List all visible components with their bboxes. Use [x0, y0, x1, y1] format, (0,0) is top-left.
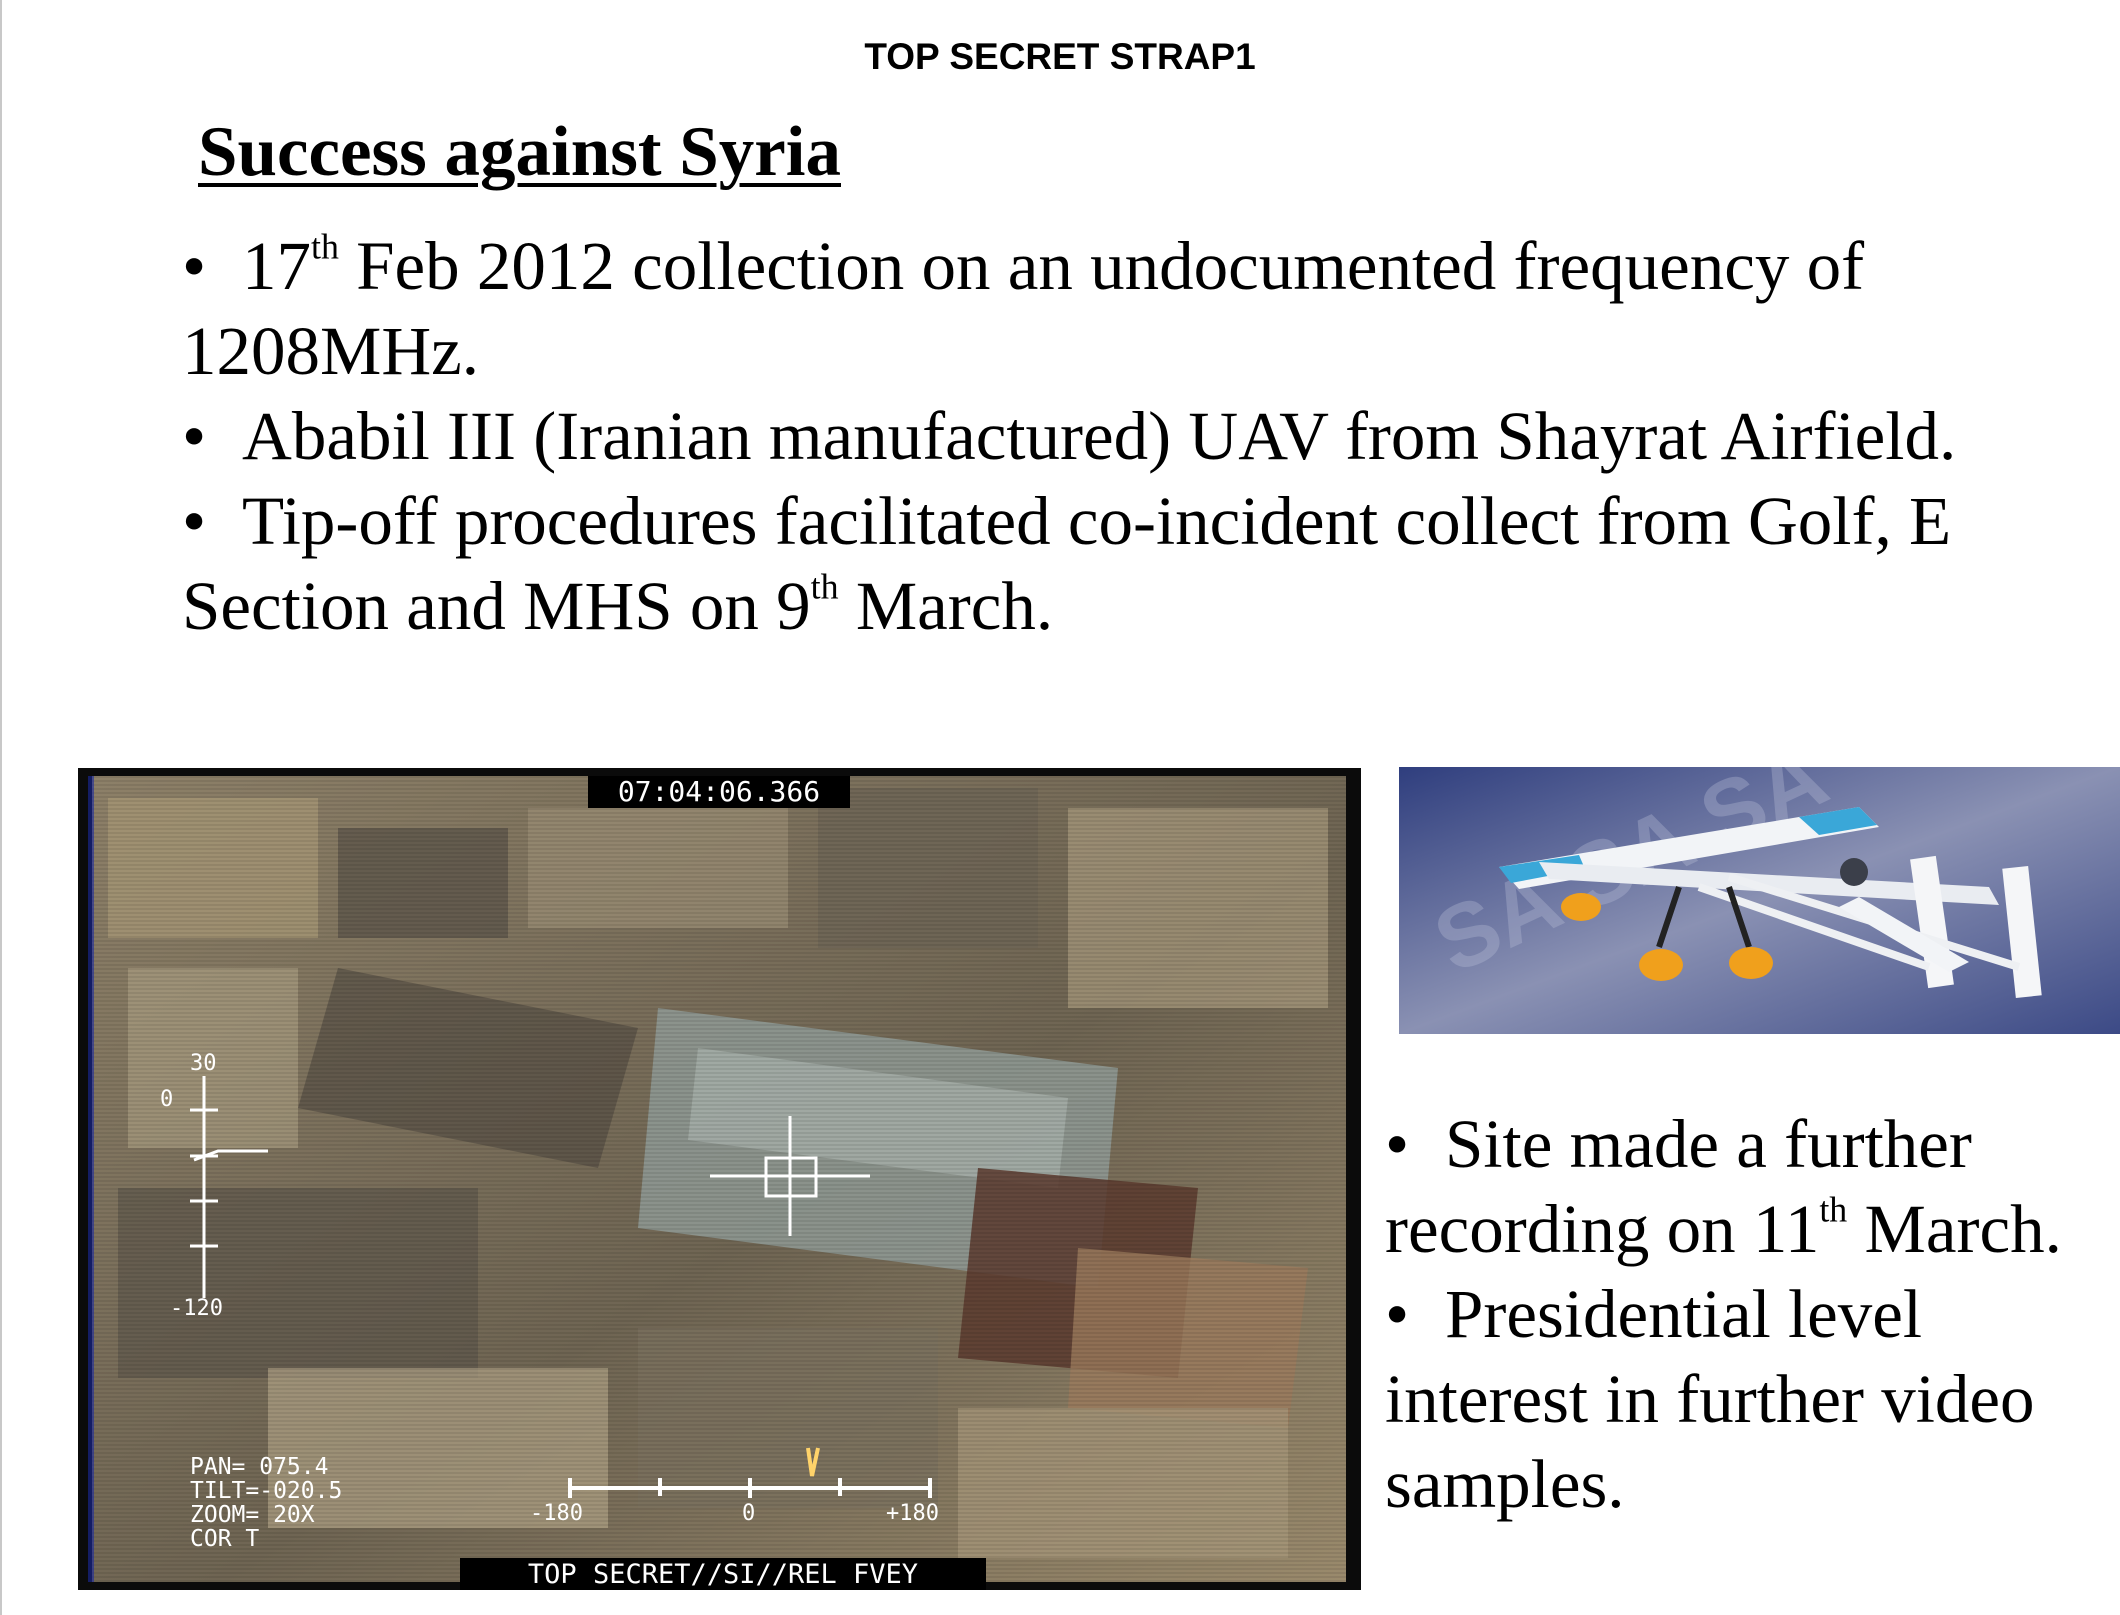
video-still-graphic	[78, 768, 1361, 1590]
ababil-uav-photo	[1399, 767, 2120, 1034]
video-classification-banner: TOP SECRET//SI//REL FVEY	[527, 1559, 919, 1590]
bullet-uav-origin: • Ababil III (Iranian manufactured) UAV from Shayrat Airfield.	[182, 394, 2062, 479]
uav-video-still	[78, 768, 1361, 1590]
telemetry-pan: PAN= 075.4	[190, 1454, 329, 1480]
tilt-scale-zero-label: 0	[160, 1087, 174, 1112]
main-bullet-list	[182, 224, 2062, 649]
bullet-dot: •	[182, 228, 207, 304]
tilt-scale-bottom-label: -120	[170, 1296, 223, 1321]
page-title: Success against Syria	[198, 113, 841, 191]
bullet-dot: •	[182, 398, 207, 474]
telemetry-tilt: TILT=-020.5	[190, 1478, 343, 1504]
pan-scale-center-label: 0	[742, 1501, 756, 1526]
bullet-tip-off: • Tip-off procedures facilitated co-incident collect from Golf, E Section and MHS on 9th March.	[182, 479, 2062, 649]
tilt-scale-top-label: 30	[190, 1051, 217, 1076]
bullet-dot: •	[1385, 1106, 1410, 1182]
bullet-collection-frequency: • 17th Feb 2012 collection on an undocumented frequency of 1208MHz.	[182, 224, 2062, 394]
bullet-presidential-interest: • Presidential level interest in further video samples.	[1385, 1272, 2105, 1527]
page-left-edge	[0, 0, 2, 1615]
bullet-further-recording: • Site made a further recording on 11th March.	[1385, 1102, 2105, 1272]
uav-photo-graphic	[1399, 767, 2120, 1034]
bullet-dot: •	[1385, 1276, 1410, 1352]
side-bullet-list	[1385, 1102, 2105, 1527]
bullet-dot: •	[182, 483, 207, 559]
telemetry-zoom: ZOOM= 20X	[190, 1502, 315, 1528]
classification-header: TOP SECRET STRAP1	[864, 36, 1256, 77]
pan-scale-right-label: +180	[886, 1501, 939, 1526]
pan-scale-left-label: -180	[530, 1501, 583, 1526]
telemetry-cor: COR T	[190, 1526, 260, 1552]
photo-watermark: SA SA	[1420, 767, 1842, 993]
timecode-text: 07:04:06.366	[617, 775, 821, 808]
